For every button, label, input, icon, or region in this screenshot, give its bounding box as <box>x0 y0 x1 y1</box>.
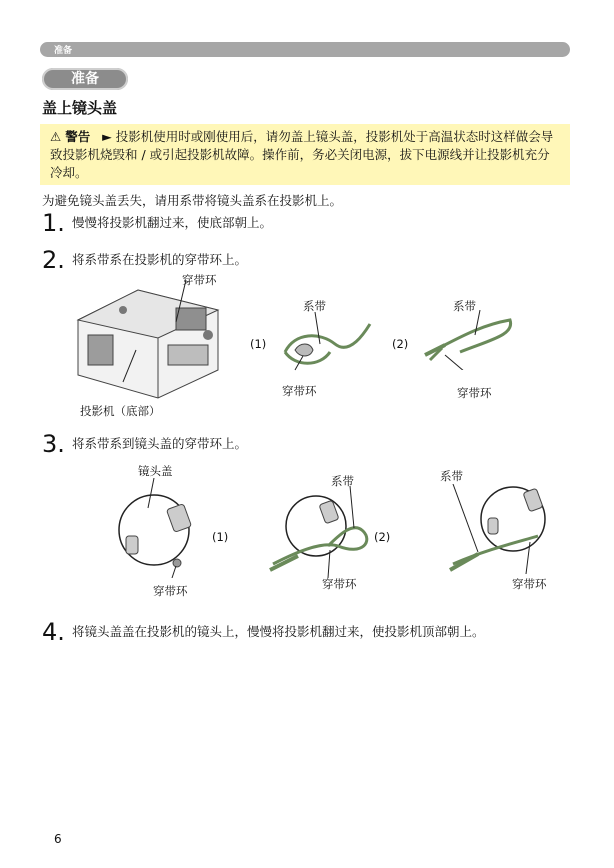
fig3-sub2: (2) <box>374 530 391 544</box>
fig2-loop1-label: 穿带环 <box>282 384 317 398</box>
fig3-strap2-label: 系带 <box>440 469 463 483</box>
arrow-icon: ► <box>102 129 112 144</box>
section-tab-label: 准备 <box>54 46 73 56</box>
fig2-strap1-label: 系带 <box>303 299 326 313</box>
cap-strap-illustration-1 <box>268 486 378 578</box>
section-pill: 准备 <box>42 68 128 90</box>
page-number: 6 <box>54 832 62 846</box>
step-text: 将系带系到镜头盖的穿带环上。 <box>72 436 248 451</box>
fig2-loop2-label: 穿带环 <box>457 386 492 400</box>
lens-cap-illustration <box>112 478 202 578</box>
fig2-sub2: (2) <box>392 337 409 351</box>
fig3-loop-a-label: 穿带环 <box>153 584 188 598</box>
cap-strap-illustration-2 <box>448 484 558 580</box>
step-number: 4. <box>42 618 65 646</box>
strap-tying-illustration-2 <box>420 310 520 370</box>
section-tab-bar <box>40 42 570 57</box>
fig2-sub1: (1) <box>250 337 267 351</box>
warning-paragraph <box>50 128 562 182</box>
fig3-loop2-label: 穿带环 <box>512 577 547 591</box>
step-number: 3. <box>42 430 65 458</box>
warning-tag: 警告 <box>65 129 91 144</box>
warning-icon: ⚠ <box>50 129 62 144</box>
strap-tying-illustration-1 <box>275 312 375 372</box>
warning-box <box>40 124 570 185</box>
page-title: 盖上镜头盖 <box>42 99 118 117</box>
step-text: 将系带系在投影机的穿带环上。 <box>72 252 248 267</box>
fig3-strap1-label: 系带 <box>331 474 354 488</box>
projector-bottom-illustration <box>68 280 228 400</box>
fig3-loop1-label: 穿带环 <box>322 577 357 591</box>
step-text: 慢慢将投影机翻过来，使底部朝上。 <box>72 215 273 230</box>
step-text: 将镜头盖盖在投影机的镜头上，慢慢将投影机翻过来，使投影机顶部朝上。 <box>72 624 485 639</box>
fig3-sub1: (1) <box>212 530 229 544</box>
warning-text: 投影机使用时或刚使用后，请勿盖上镜头盖，投影机处于高温状态时这样做会导致投影机烧毁和 / 或引起投影机故障。操作前，务必关闭电源，拔下电源线并让投影机充分冷却。 <box>50 129 554 180</box>
step-number: 2. <box>42 246 65 274</box>
projector-label: 投影机（底部） <box>80 404 161 418</box>
fig2-strap2-label: 系带 <box>453 299 476 313</box>
projector-loop-label: 穿带环 <box>182 273 217 287</box>
lens-cap-label: 镜头盖 <box>138 464 173 478</box>
intro-text: 为避免镜头盖丢失，请用系带将镜头盖系在投影机上。 <box>42 193 343 208</box>
step-number: 1. <box>42 209 65 237</box>
